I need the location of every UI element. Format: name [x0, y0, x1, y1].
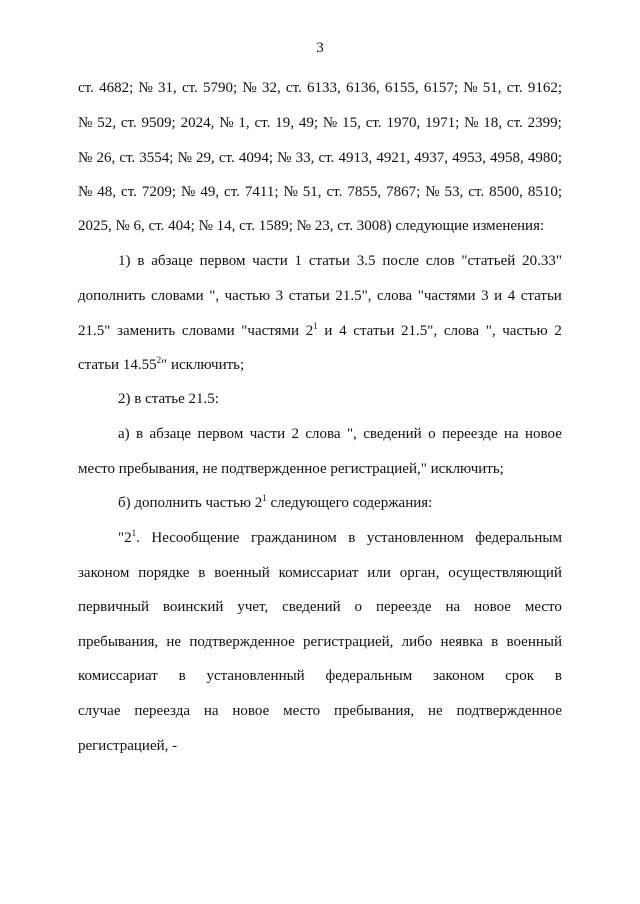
word: 2 — [554, 323, 562, 339]
word: абзаце — [149, 426, 192, 442]
text-line-10: 2) в статье 21.5: — [118, 391, 219, 407]
word: дополнить — [78, 288, 146, 304]
word: ст. — [285, 80, 302, 96]
word: 15, — [342, 115, 361, 131]
word: 7867; — [386, 184, 421, 200]
word: статьи — [353, 323, 395, 339]
word: № — [464, 115, 479, 131]
word: частью — [502, 323, 548, 339]
word: статьи — [288, 288, 330, 304]
text-fragment: б) дополнить частью 2 — [118, 495, 263, 511]
word: 9509; — [141, 115, 176, 131]
word: в — [491, 634, 499, 650]
word: ст. — [468, 184, 485, 200]
word: 2024, — [180, 115, 215, 131]
word: № — [181, 184, 196, 200]
word: № — [138, 80, 153, 96]
superscript: 1 — [131, 528, 137, 538]
word: ст. — [119, 150, 136, 166]
word: 51, — [482, 80, 502, 96]
word: случае — [78, 703, 121, 719]
superscript: 1 — [313, 321, 318, 331]
word: место — [524, 599, 562, 615]
word: 4682; — [99, 80, 134, 96]
word: после — [382, 253, 420, 269]
word: 19, — [275, 115, 294, 131]
word: ", — [485, 323, 496, 339]
word: заменить — [117, 323, 176, 339]
word: 2399; — [527, 115, 562, 131]
word: словами — [181, 323, 235, 339]
word: место — [283, 703, 321, 719]
word: 3 — [275, 288, 284, 304]
word: 4958, — [489, 150, 524, 166]
word: № — [463, 80, 478, 96]
word: 6133, — [306, 80, 341, 96]
word: 6155, — [384, 80, 419, 96]
word: не — [166, 634, 182, 650]
word: 18, — [483, 115, 503, 131]
word: гражданином — [250, 530, 337, 546]
word: слова — [443, 323, 480, 339]
word: 49, — [200, 184, 220, 200]
word: ст. — [254, 115, 271, 131]
text-fragment: следующего содержания: — [266, 495, 433, 511]
word: орган, — [399, 565, 440, 581]
word: 1 — [294, 253, 303, 269]
text-line-1 — [78, 79, 562, 97]
word: Несообщение — [151, 530, 240, 546]
word: ст. — [318, 150, 335, 166]
word: о — [428, 426, 436, 442]
word: "частями — [241, 323, 300, 339]
word: новое — [474, 599, 511, 615]
word: в — [136, 426, 144, 442]
word: частью — [224, 288, 271, 304]
word: слова — [377, 288, 413, 304]
word: 1, — [238, 115, 250, 131]
text-line-17 — [78, 633, 562, 651]
word: части — [252, 253, 288, 269]
word: "статьей — [461, 253, 516, 269]
text-line-11 — [118, 425, 562, 443]
word: не — [427, 703, 443, 719]
word: комиссариат — [278, 565, 359, 581]
word: № — [242, 80, 257, 96]
word: новое — [525, 426, 562, 442]
word: срок — [505, 668, 535, 684]
word: 4094; — [238, 150, 274, 166]
word: 4980; — [527, 150, 562, 166]
word: первичный — [78, 599, 149, 615]
word: 21.5", — [401, 323, 438, 339]
word: № — [425, 184, 440, 200]
text-line-2 — [78, 114, 562, 132]
text-fragment: . — [136, 530, 140, 546]
word: и — [494, 288, 503, 304]
word: военный — [214, 565, 270, 581]
word: в — [198, 565, 206, 581]
paragraph-marker — [118, 529, 140, 547]
text-line-8 — [78, 322, 562, 340]
word: 32, — [261, 80, 281, 96]
word: 6157; — [423, 80, 459, 96]
word: ст. — [120, 115, 137, 131]
word: ст. — [365, 115, 382, 131]
word: 5790; — [203, 80, 238, 96]
word: 21.5", — [335, 288, 372, 304]
text-line-6 — [118, 252, 562, 270]
word: 52, — [97, 115, 116, 131]
word: пребывания, — [333, 703, 415, 719]
word: военный — [506, 634, 562, 650]
word: 8510; — [527, 184, 562, 200]
text-line-7 — [78, 287, 562, 305]
word: на — [203, 703, 219, 719]
word: 21.5" — [78, 323, 111, 339]
word: федеральным — [325, 668, 413, 684]
superscript: 1 — [262, 493, 267, 503]
word: 33, — [295, 150, 315, 166]
text-line-5: 2025, № 6, ст. 404; № 14, ст. 1589; № 23, ст. 3008) следующие изменения: — [78, 218, 545, 234]
text-line-16 — [78, 598, 562, 616]
word: № — [283, 184, 298, 200]
word: слов — [425, 253, 455, 269]
word: 3554; — [139, 150, 174, 166]
word: 49; — [298, 115, 319, 131]
text-line-12: место пребывания, не подтвержденное регистрацией," исключить; — [78, 461, 504, 477]
word: словами — [150, 288, 204, 304]
word: № — [78, 150, 93, 166]
word: на — [445, 599, 461, 615]
word: законом — [432, 668, 485, 684]
word: ст. — [506, 115, 523, 131]
word: статьи — [520, 288, 562, 304]
word: переезде — [441, 426, 498, 442]
base-number: 2 — [305, 323, 314, 339]
word: пребывания, — [78, 634, 159, 650]
text-fragment: статьи 14.55 — [78, 357, 157, 373]
word: ст. — [181, 80, 198, 96]
word: учет, — [237, 599, 269, 615]
word: 1970, — [386, 115, 421, 131]
superscript: 2 — [156, 355, 162, 365]
word: федеральным — [475, 530, 562, 546]
word: а) — [118, 426, 130, 442]
word: ст. — [326, 184, 343, 200]
superscript-word — [306, 322, 318, 340]
word: абзаце — [151, 253, 193, 269]
word: 4913, — [338, 150, 373, 166]
word: неявка — [440, 634, 483, 650]
word: № — [78, 184, 93, 200]
word: 3.5 — [356, 253, 376, 269]
word: 53, — [444, 184, 464, 200]
word: порядке — [138, 565, 190, 581]
word: в — [178, 668, 186, 684]
word: 26, — [96, 150, 116, 166]
word: подтвержденное — [189, 634, 295, 650]
word: в — [348, 530, 356, 546]
word: 7411; — [244, 184, 279, 200]
word: установленном — [366, 530, 464, 546]
word: осуществляющий — [448, 565, 562, 581]
word: переезде — [375, 599, 432, 615]
word: подтвержденное — [456, 703, 562, 719]
word: 8500, — [489, 184, 523, 200]
word: статьи — [308, 253, 350, 269]
word: части — [249, 426, 286, 442]
text-line-13 — [118, 494, 432, 512]
word: 7209; — [141, 184, 177, 200]
word: либо — [401, 634, 433, 650]
word: воинский — [162, 599, 224, 615]
word: регистрацией, — [303, 634, 394, 650]
word: 7855, — [347, 184, 382, 200]
word: новое — [232, 703, 270, 719]
word: № — [277, 150, 292, 166]
text-line-4 — [78, 183, 562, 201]
word: и — [324, 323, 333, 339]
word: на — [503, 426, 519, 442]
word: в — [137, 253, 145, 269]
word: № — [78, 115, 93, 131]
word: № — [322, 115, 338, 131]
word: сведений — [282, 599, 341, 615]
word: "частями — [417, 288, 476, 304]
page-number: 3 — [316, 40, 324, 56]
word: 51, — [302, 184, 322, 200]
word: 9162; — [527, 80, 562, 96]
text-line-9 — [78, 356, 244, 374]
word: 4937, — [414, 150, 448, 166]
word: законом — [78, 565, 130, 581]
word: первом — [199, 253, 246, 269]
word: 1971; — [425, 115, 460, 131]
word: № — [177, 150, 192, 166]
text-fragment: "2 — [118, 530, 132, 546]
word: слова — [305, 426, 341, 442]
word: ст. — [506, 80, 523, 96]
word: комиссариат — [78, 668, 158, 684]
word: ст. — [78, 80, 94, 96]
word: установленный — [206, 668, 305, 684]
text-line-19 — [78, 702, 562, 720]
word: ", — [346, 426, 357, 442]
word: первом — [197, 426, 244, 442]
text-line-15 — [78, 564, 562, 582]
word: 4 — [339, 323, 347, 339]
word: № — [219, 115, 234, 131]
word: ст. — [224, 184, 240, 200]
text-line-18 — [78, 667, 562, 685]
word: 4953, — [452, 150, 486, 166]
word: 6136, — [345, 80, 380, 96]
word: ст. — [218, 150, 235, 166]
word: или — [367, 565, 391, 581]
word: 3 — [481, 288, 489, 304]
word: 2 — [291, 426, 300, 442]
word: в — [554, 668, 562, 684]
word: ст. — [121, 184, 137, 200]
word: о — [354, 599, 363, 615]
word: ", — [209, 288, 220, 304]
word: 31, — [157, 80, 177, 96]
word: 1) — [118, 253, 131, 269]
word: переезда — [134, 703, 190, 719]
word: 20.33" — [522, 253, 562, 269]
text-line-3 — [78, 149, 562, 167]
word: 29, — [196, 150, 215, 166]
word: 48, — [97, 184, 117, 200]
word: 4 — [507, 288, 516, 304]
text-fragment: " исключить; — [161, 357, 245, 373]
text-line-14 — [118, 529, 562, 547]
word: 4921, — [376, 150, 411, 166]
text-line-20: регистрацией, - — [78, 738, 178, 754]
word: сведений — [363, 426, 422, 442]
